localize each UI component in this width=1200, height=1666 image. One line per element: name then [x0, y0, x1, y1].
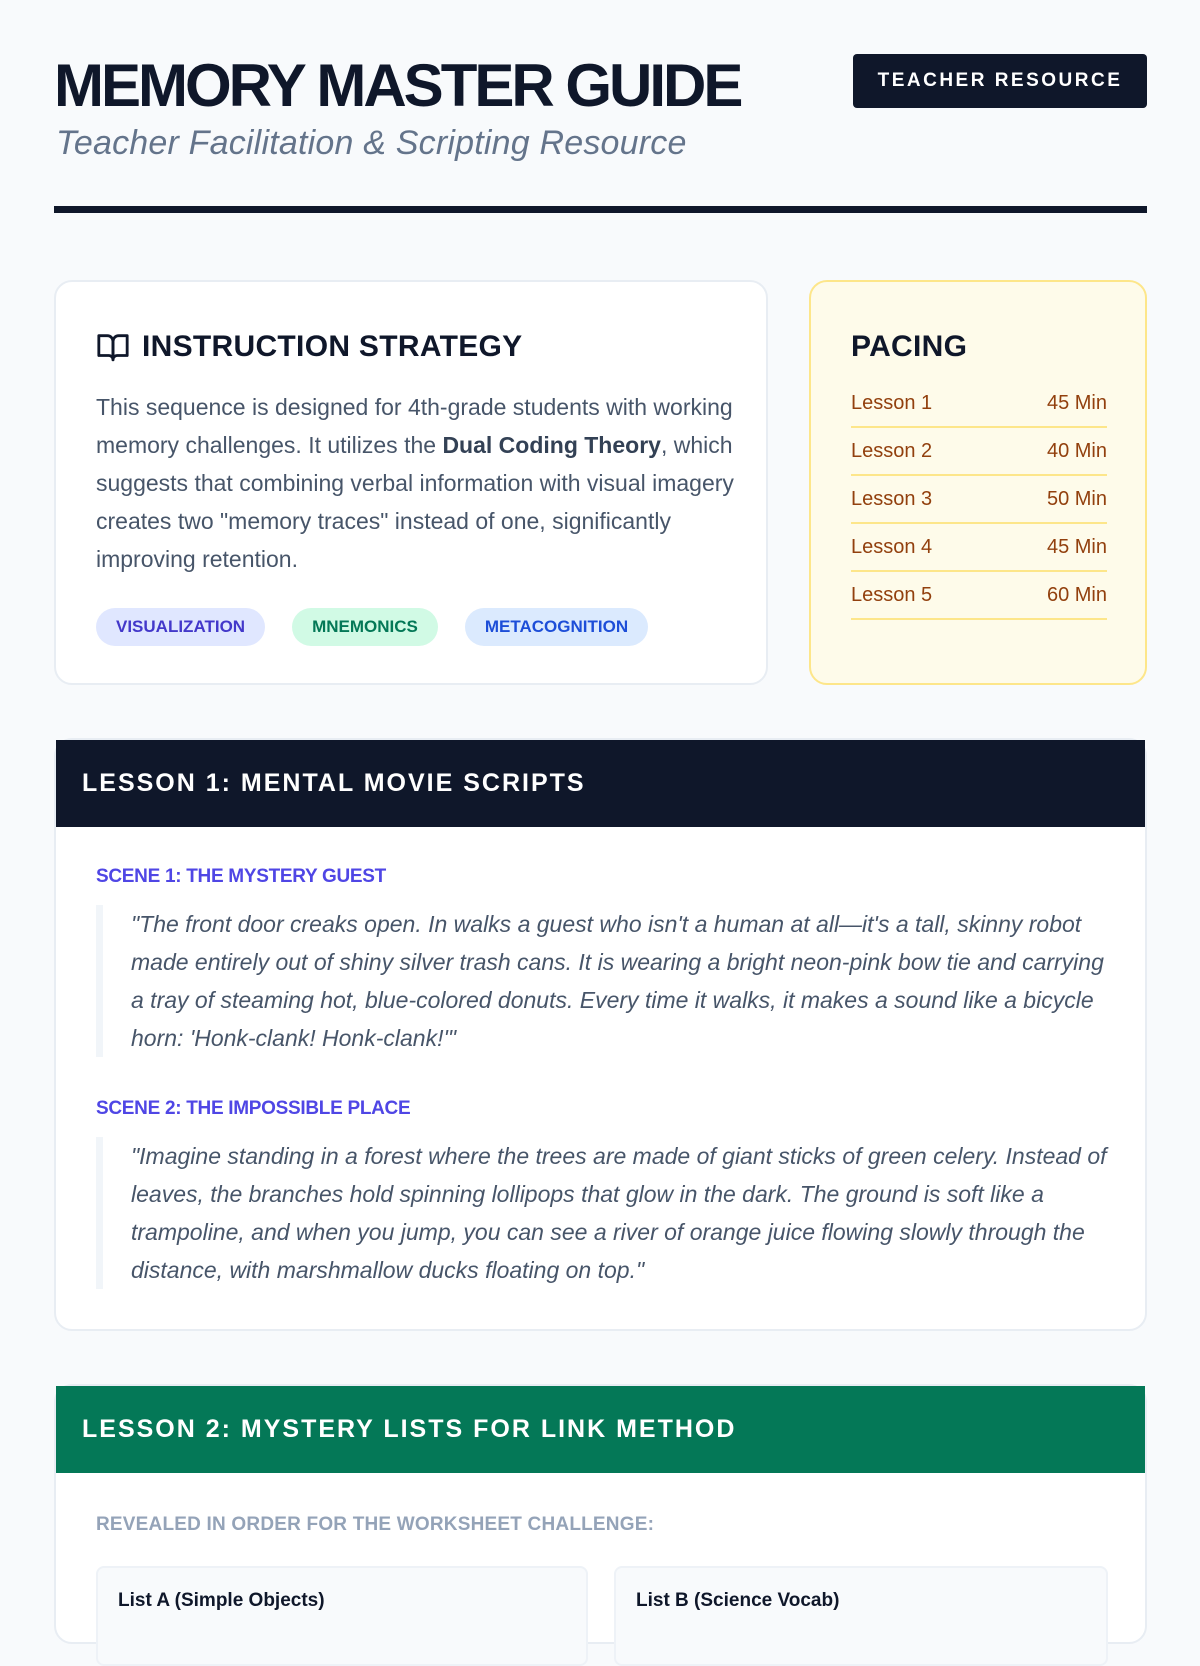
lesson-2-header: LESSON 2: MYSTERY LISTS FOR LINK METHOD	[56, 1386, 1145, 1473]
page-header	[54, 52, 1147, 214]
scene-1-script: "The front door creaks open. In walks a guest who isn't a human at all—it's a tall, skinny robot made entirely out of shiny silver trash cans. It is wearing a bright neon-pink bow tie and carrying a tray of steaming hot, blue-colored donuts. Every time it walks, it makes a sound like a bicycle horn: 'Honk-clank! Honk-clank!'"	[96, 905, 1116, 1057]
pacing-lesson: Lesson 3	[851, 487, 933, 510]
tag-metacognition: METACOGNITION	[465, 608, 648, 646]
pacing-time: 50 Min	[1046, 487, 1107, 510]
pacing-time: 45 Min	[1046, 535, 1107, 558]
pacing-lesson: Lesson 4	[851, 535, 933, 558]
reveal-instruction: REVEALED IN ORDER FOR THE WORKSHEET CHALLENGE:	[96, 1514, 655, 1535]
pacing-card	[809, 280, 1147, 685]
pacing-time: 45 Min	[1046, 391, 1107, 414]
scene-2-script: "Imagine standing in a forest where the trees are made of giant sticks of green celery. Instead of leaves, the branches hold spinning lollipops that glow in the dark. The ground is soft like a trampoline, and when you jump, you can see a river of orange juice flowing slowly through the distance, with marshmallow ducks floating on top."	[96, 1137, 1116, 1289]
tag-mnemonics: MNEMONICS	[292, 608, 438, 646]
pacing-title: PACING	[851, 330, 968, 363]
header-divider	[54, 206, 1147, 213]
list-a-title: List A (Simple Objects)	[118, 1590, 325, 1611]
scene-1-label: SCENE 1: THE MYSTERY GUEST	[96, 866, 386, 887]
lesson-1-panel	[54, 738, 1147, 1331]
pacing-row	[851, 524, 1107, 572]
tag-visualization: VISUALIZATION	[96, 608, 265, 646]
pacing-row	[851, 572, 1107, 620]
open-book-icon	[96, 330, 130, 364]
strategy-bold-term: Dual Coding Theory	[442, 432, 661, 458]
list-a-box	[96, 1566, 588, 1666]
teacher-resource-badge: TEACHER RESOURCE	[853, 54, 1147, 108]
list-b-title: List B (Science Vocab)	[636, 1590, 840, 1611]
pacing-lesson: Lesson 5	[851, 583, 933, 606]
strategy-text-part: , which suggests that combining verbal information with visual imagery creates two "memory traces" instead of one, significantly improving retention.	[96, 432, 734, 572]
lesson-1-header: LESSON 1: MENTAL MOVIE SCRIPTS	[56, 740, 1145, 827]
pacing-list	[851, 380, 1107, 620]
pacing-time: 40 Min	[1046, 439, 1107, 462]
scene-2-label: SCENE 2: THE IMPOSSIBLE PLACE	[96, 1098, 411, 1119]
strategy-tags	[96, 608, 675, 646]
page-subtitle: Teacher Facilitation & Scripting Resource	[56, 124, 687, 162]
list-b-box	[614, 1566, 1108, 1666]
pacing-row	[851, 380, 1107, 428]
page-title: MEMORY MASTER GUIDE	[54, 52, 741, 119]
strategy-heading-text: INSTRUCTION STRATEGY	[142, 330, 523, 363]
pacing-time: 60 Min	[1046, 583, 1107, 606]
pacing-row	[851, 476, 1107, 524]
strategy-text-part: This sequence is designed for 4th-grade students with working memory challenges. It utilizes the	[96, 394, 733, 458]
pacing-row	[851, 428, 1107, 476]
pacing-lesson: Lesson 2	[851, 439, 933, 462]
strategy-description	[96, 388, 736, 578]
strategy-heading	[96, 330, 522, 364]
lesson-2-panel	[54, 1384, 1147, 1644]
pacing-lesson: Lesson 1	[851, 391, 933, 414]
instruction-strategy-card	[54, 280, 768, 685]
